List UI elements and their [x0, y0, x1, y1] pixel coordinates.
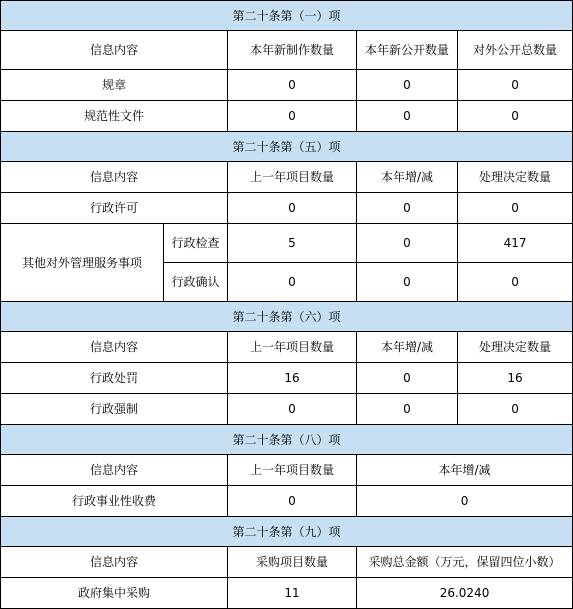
cell-value: 0 — [458, 193, 573, 224]
row-label: 规章 — [1, 70, 228, 101]
row-label: 行政处罚 — [1, 363, 228, 394]
cell-value: 417 — [458, 224, 573, 263]
cell-value: 0 — [228, 394, 357, 425]
header-year-change: 本年增/减 — [357, 162, 458, 193]
section-title-8: 第二十条第（八）项 — [1, 425, 573, 455]
header-last-year-count: 上一年项目数量 — [228, 455, 357, 486]
cell-value: 0 — [357, 224, 458, 263]
header-info-content: 信息内容 — [1, 332, 228, 363]
table-row — [1, 224, 573, 263]
cell-value: 0 — [357, 101, 458, 132]
section-title-9: 第二十条第（九）项 — [1, 517, 573, 547]
header-year-change: 本年增/减 — [357, 332, 458, 363]
cell-value: 16 — [458, 363, 573, 394]
cell-value: 0 — [228, 101, 357, 132]
cell-value: 0 — [228, 263, 357, 302]
cell-value: 26.0240 — [357, 578, 573, 609]
cell-value: 0 — [458, 394, 573, 425]
cell-value: 0 — [228, 70, 357, 101]
cell-value: 0 — [228, 486, 357, 517]
row-label: 规范性文件 — [1, 101, 228, 132]
cell-value: 0 — [458, 70, 573, 101]
header-info-content: 信息内容 — [1, 547, 228, 578]
cell-value: 0 — [357, 263, 458, 302]
cell-value: 11 — [228, 578, 357, 609]
group-label: 其他对外管理服务事项 — [1, 224, 164, 302]
header-purchase-amount: 采购总金额（万元，保留四位小数） — [357, 547, 573, 578]
header-year-change: 本年增/减 — [357, 455, 573, 486]
cell-value: 16 — [228, 363, 357, 394]
header-total-published: 对外公开总数量 — [458, 31, 573, 70]
table-row — [1, 70, 573, 101]
cell-value: 0 — [458, 263, 573, 302]
sub-row-label: 行政确认 — [164, 263, 228, 302]
cell-value: 0 — [458, 101, 573, 132]
row-label: 行政强制 — [1, 394, 228, 425]
section-title-1: 第二十条第（一）项 — [1, 1, 573, 31]
table-row — [1, 578, 573, 609]
table-row — [1, 101, 573, 132]
cell-value: 5 — [228, 224, 357, 263]
header-info-content: 信息内容 — [1, 455, 228, 486]
row-label: 政府集中采购 — [1, 578, 228, 609]
header-last-year-count: 上一年项目数量 — [228, 332, 357, 363]
section-title-6: 第二十条第（六）项 — [1, 302, 573, 332]
cell-value: 0 — [357, 486, 573, 517]
header-decision-count: 处理决定数量 — [458, 332, 573, 363]
cell-value: 0 — [357, 394, 458, 425]
table-row — [1, 394, 573, 425]
table-row — [1, 486, 573, 517]
header-info-content: 信息内容 — [1, 162, 228, 193]
sub-row-label: 行政检查 — [164, 224, 228, 263]
header-last-year-count: 上一年项目数量 — [228, 162, 357, 193]
section-title-5: 第二十条第（五）项 — [1, 132, 573, 162]
header-purchase-count: 采购项目数量 — [228, 547, 357, 578]
cell-value: 0 — [228, 193, 357, 224]
row-label: 行政许可 — [1, 193, 228, 224]
cell-value: 0 — [357, 363, 458, 394]
header-new-created: 本年新制作数量 — [228, 31, 357, 70]
header-decision-count: 处理决定数量 — [458, 162, 573, 193]
table-row — [1, 363, 573, 394]
header-new-published: 本年新公开数量 — [357, 31, 458, 70]
table-row — [1, 193, 573, 224]
cell-value: 0 — [357, 70, 458, 101]
cell-value: 0 — [357, 193, 458, 224]
header-info-content: 信息内容 — [1, 31, 228, 70]
row-label: 行政事业性收费 — [1, 486, 228, 517]
